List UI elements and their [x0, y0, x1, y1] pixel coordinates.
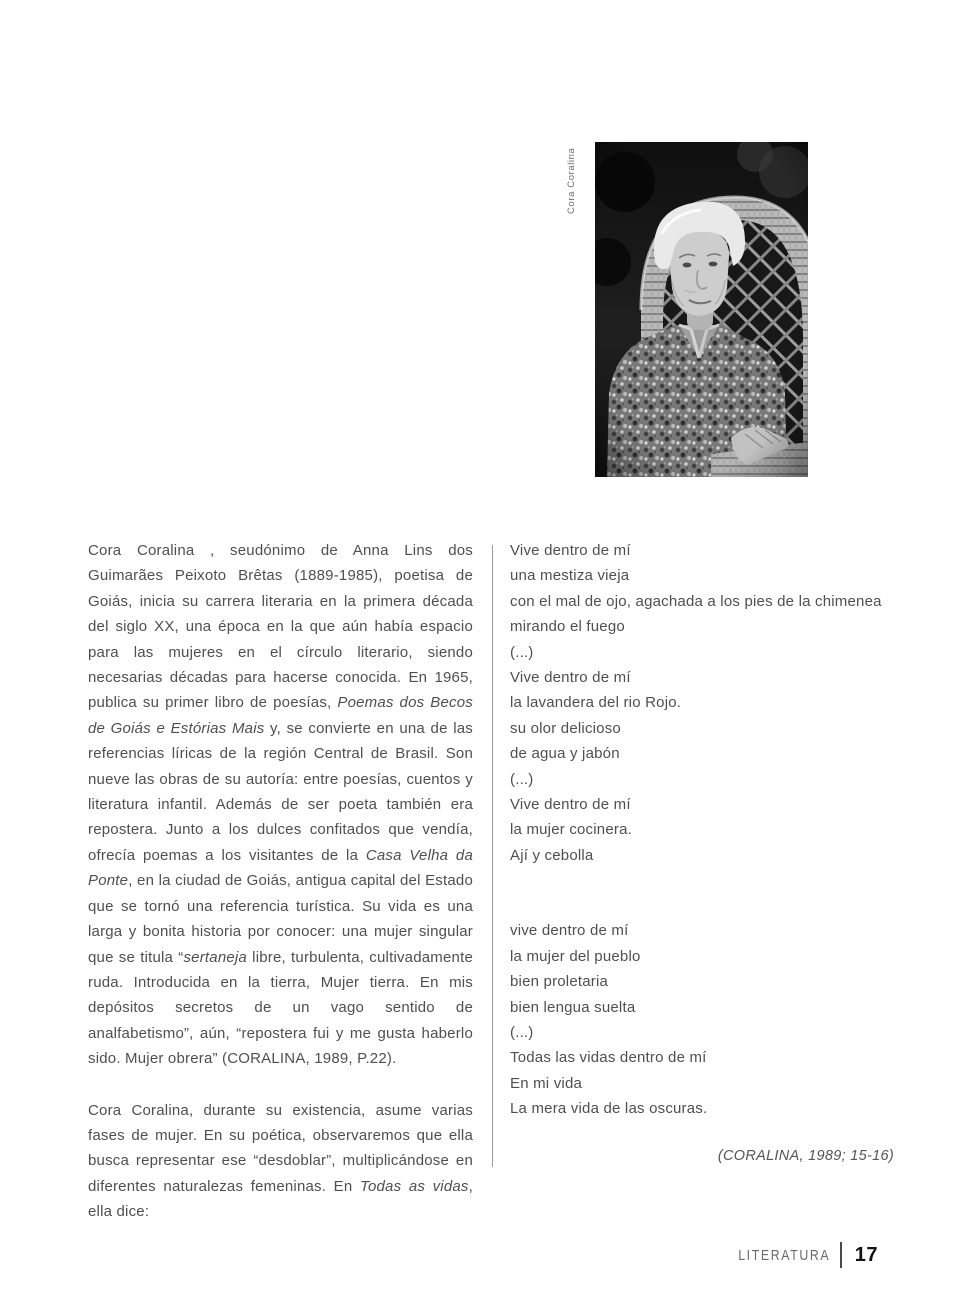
italic-text-run: Todas as vidas: [359, 1177, 469, 1195]
poem-line: con el mal de ojo, agachada a los pies de la chimenea: [510, 592, 882, 610]
poem-citation: (CORALINA, 1989; 15-16): [717, 1148, 894, 1164]
poem-line: su olor delicioso: [510, 719, 621, 737]
cora-coralina-photo: [595, 142, 808, 477]
poem-line: En mi vida: [510, 1074, 583, 1092]
text-run: , en la ciudad de Goiás, antigua capital del Estado que se tornó una referencia turística. Su vida es una larga y bonita historia por conocer: una mujer singular que se titula “: [88, 872, 473, 966]
poem-line: la mujer cocinera.: [510, 821, 632, 839]
poem-line: bien lengua suelta: [510, 998, 636, 1016]
text-run: Cora Coralina , seudónimo de Anna Lins dos Guimarães Peixoto Brêtas (1889-1985), poetisa de Goiás, inicia su carrera literaria en la primera década del siglo XX, una época en la que aún había espacio para las mujeres en el círculo literario, siendo necesarias décadas para hacerse conocida. En 1965, publica su primer libro de poesías,: [88, 542, 473, 712]
poem-line: (...): [510, 643, 534, 661]
poem-stanza-2: [510, 918, 902, 1121]
page-footer: [718, 1240, 878, 1270]
poem-line: Vive dentro de mí: [510, 669, 631, 687]
poem-line: vive dentro de mí: [510, 922, 629, 940]
poem-line: Todas las vidas dentro de mí: [510, 1049, 707, 1067]
text-run: Cora Coralina, durante su existencia, asume varias fases de mujer. En su poética, observaremos que ella busca representar ese “desdoblar”, multiplicándose en diferentes naturalezas femeninas. En: [88, 1101, 473, 1195]
text-run: y, se convierte en una de las referencias líricas de la región Central de Brasil. Son nueve las obras de su autoría: entre poesías, cuentos y literatura infantil. Además de ser poeta también era repostera. Junto a los dulces confitados que vendía, ofrecía poemas a los visitantes de la: [88, 719, 473, 864]
text-run: libre, turbulenta, cultivadamente ruda. Introducida en la tierra, Mujer tierra. En mis depósitos secretos de un vago sentido de analfabetismo”, aún, “repostera fui y me gusta haberlo sido. Mujer obrera” (CORALINA, 1989, P.22).: [88, 948, 473, 1068]
poem-line: de agua y jabón: [510, 745, 620, 763]
footer-divider-bar: [840, 1242, 842, 1268]
photo-figure: [566, 142, 808, 477]
text-run: , ella dice:: [88, 1177, 473, 1221]
photo-caption: Cora Coralina: [566, 147, 577, 214]
column-divider-rule: [492, 545, 493, 1167]
poem-line: (...): [510, 1023, 534, 1041]
article-paragraph-1: [88, 538, 473, 1072]
page-number: 17: [854, 1243, 878, 1266]
poem-line: la lavandera del rio Rojo.: [510, 694, 682, 712]
italic-text-run: Poemas dos Becos de Goiás e Estórias Mais: [88, 694, 473, 737]
poem-line: bien proletaria: [510, 973, 609, 991]
italic-text-run: Casa Velha da Ponte: [88, 846, 473, 890]
section-label: LITERATURA: [737, 1246, 830, 1264]
poem-line: Vive dentro de mí: [510, 796, 631, 814]
poem-line: la mujer del pueblo: [510, 947, 641, 965]
article-left-column: [88, 538, 473, 1225]
poem-line: (...): [510, 770, 534, 788]
poem-line: una mestiza vieja: [510, 567, 630, 585]
poem-stanza-1: [510, 538, 902, 868]
poem-line: mirando el fuego: [510, 618, 625, 636]
article-paragraph-2: [88, 1098, 473, 1225]
italic-text-run: sertaneja: [183, 948, 247, 966]
poem-column: [510, 538, 902, 1122]
poem-line: La mera vida de las oscuras.: [510, 1100, 708, 1118]
poem-line: Vive dentro de mí: [510, 542, 631, 559]
poem-line: Ají y cebolla: [510, 846, 594, 864]
